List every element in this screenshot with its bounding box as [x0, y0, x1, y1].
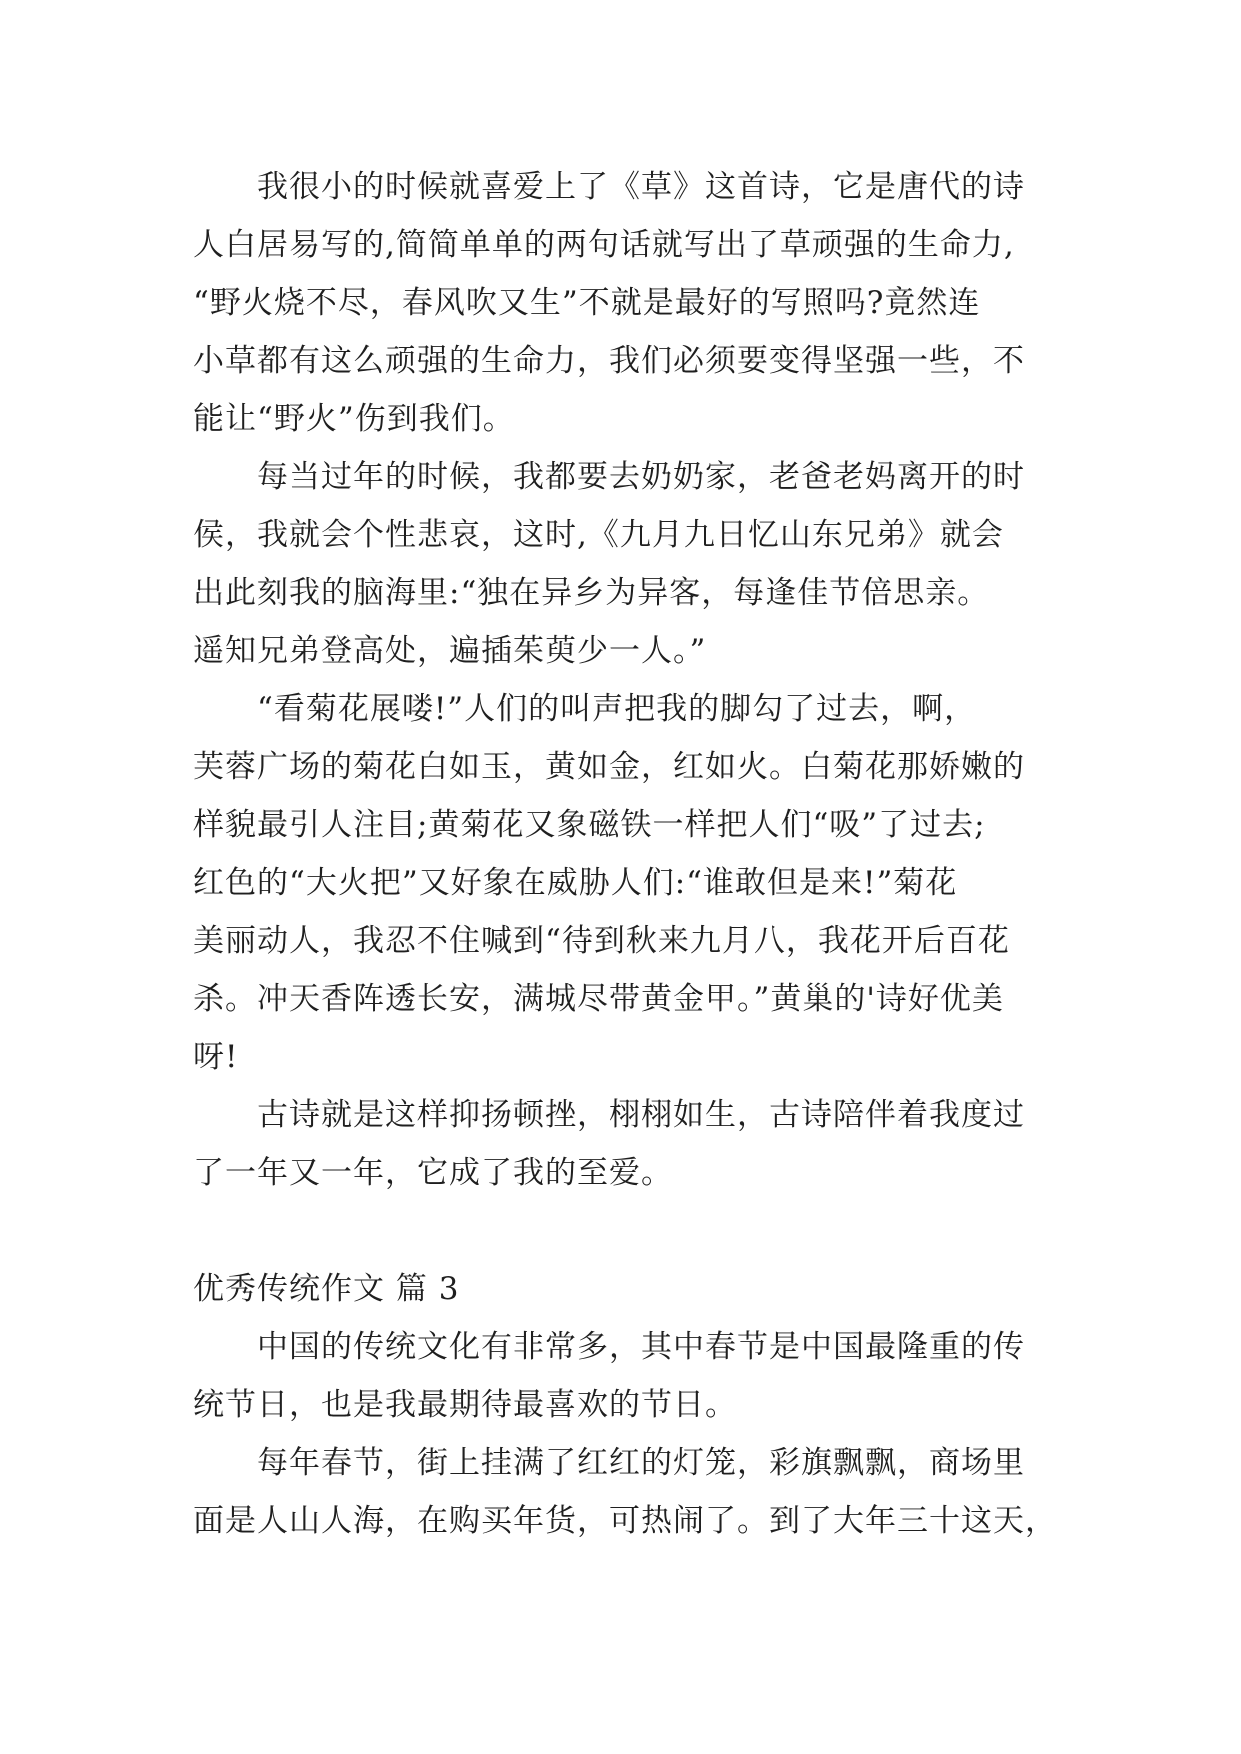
paragraph-line: 芙蓉广场的菊花白如玉，黄如金，红如火。白菊花那娇嫩的: [193, 749, 1025, 785]
paragraph-line: 我很小的时候就喜爱上了《草》这首诗，它是唐代的诗: [257, 169, 1025, 205]
paragraph-line: 红色的“大火把”又好象在威胁人们:“谁敢但是来!”菊花: [193, 865, 958, 901]
section-heading: 优秀传统作文 篇 3: [193, 1271, 460, 1307]
paragraph-line: 遥知兄弟登高处，遍插茱萸少一人。”: [193, 633, 707, 669]
paragraph-line: “看菊花展喽!”人们的叫声把我的脚勾了过去，啊，: [257, 691, 977, 727]
paragraph-line: 出此刻我的脑海里:“独在异乡为异客，每逢佳节倍思亲。: [193, 575, 990, 611]
paragraph-line: 美丽动人，我忍不住喊到“待到秋来九月八，我花开后百花: [193, 923, 1010, 959]
section-paragraph-2: [193, 1434, 1093, 1550]
section-paragraph-1: [193, 1318, 1093, 1434]
paragraph-4: [193, 1086, 1093, 1202]
paragraph-line: 每年春节，街上挂满了红红的灯笼，彩旗飘飘，商场里: [257, 1445, 1025, 1481]
paragraph-line: 每当过年的时候，我都要去奶奶家，老爸老妈离开的时: [257, 459, 1025, 495]
paragraph-line: “野火烧不尽，春风吹又生”不就是最好的写照吗?竟然连: [193, 285, 981, 321]
paragraph-line: 小草都有这么顽强的生命力，我们必须要变得坚强一些，不: [193, 343, 1025, 379]
paragraph-line: 人白居易写的,简简单单的两句话就写出了草顽强的生命力,: [193, 227, 1015, 263]
document-body: [193, 158, 1093, 1550]
paragraph-line: 杀。冲天香阵透长安，满城尽带黄金甲。”黄巢的'诗好优美: [193, 981, 1004, 1017]
paragraph-line: 古诗就是这样抑扬顿挫，栩栩如生，古诗陪伴着我度过: [257, 1097, 1025, 1133]
paragraph-line: 了一年又一年，它成了我的至爱。: [193, 1155, 673, 1191]
paragraph-2: [193, 448, 1093, 680]
paragraph-line: 样貌最引人注目;黄菊花又象磁铁一样把人们“吸”了过去;: [193, 807, 986, 843]
paragraph-1: [193, 158, 1093, 448]
paragraph-line: 中国的传统文化有非常多，其中春节是中国最隆重的传: [257, 1329, 1025, 1365]
paragraph-line: 侯，我就会个性悲哀，这时,《九月九日忆山东兄弟》就会: [193, 517, 1004, 553]
paragraph-line: 统节日，也是我最期待最喜欢的节日。: [193, 1387, 737, 1423]
paragraph-line: 面是人山人海，在购买年货，可热闹了。到了大年三十这天，: [193, 1503, 1057, 1539]
paragraph-line: 能让“野火”伤到我们。: [193, 401, 515, 437]
paragraph-line: 呀!: [193, 1039, 239, 1075]
paragraph-3: [193, 680, 1093, 1086]
